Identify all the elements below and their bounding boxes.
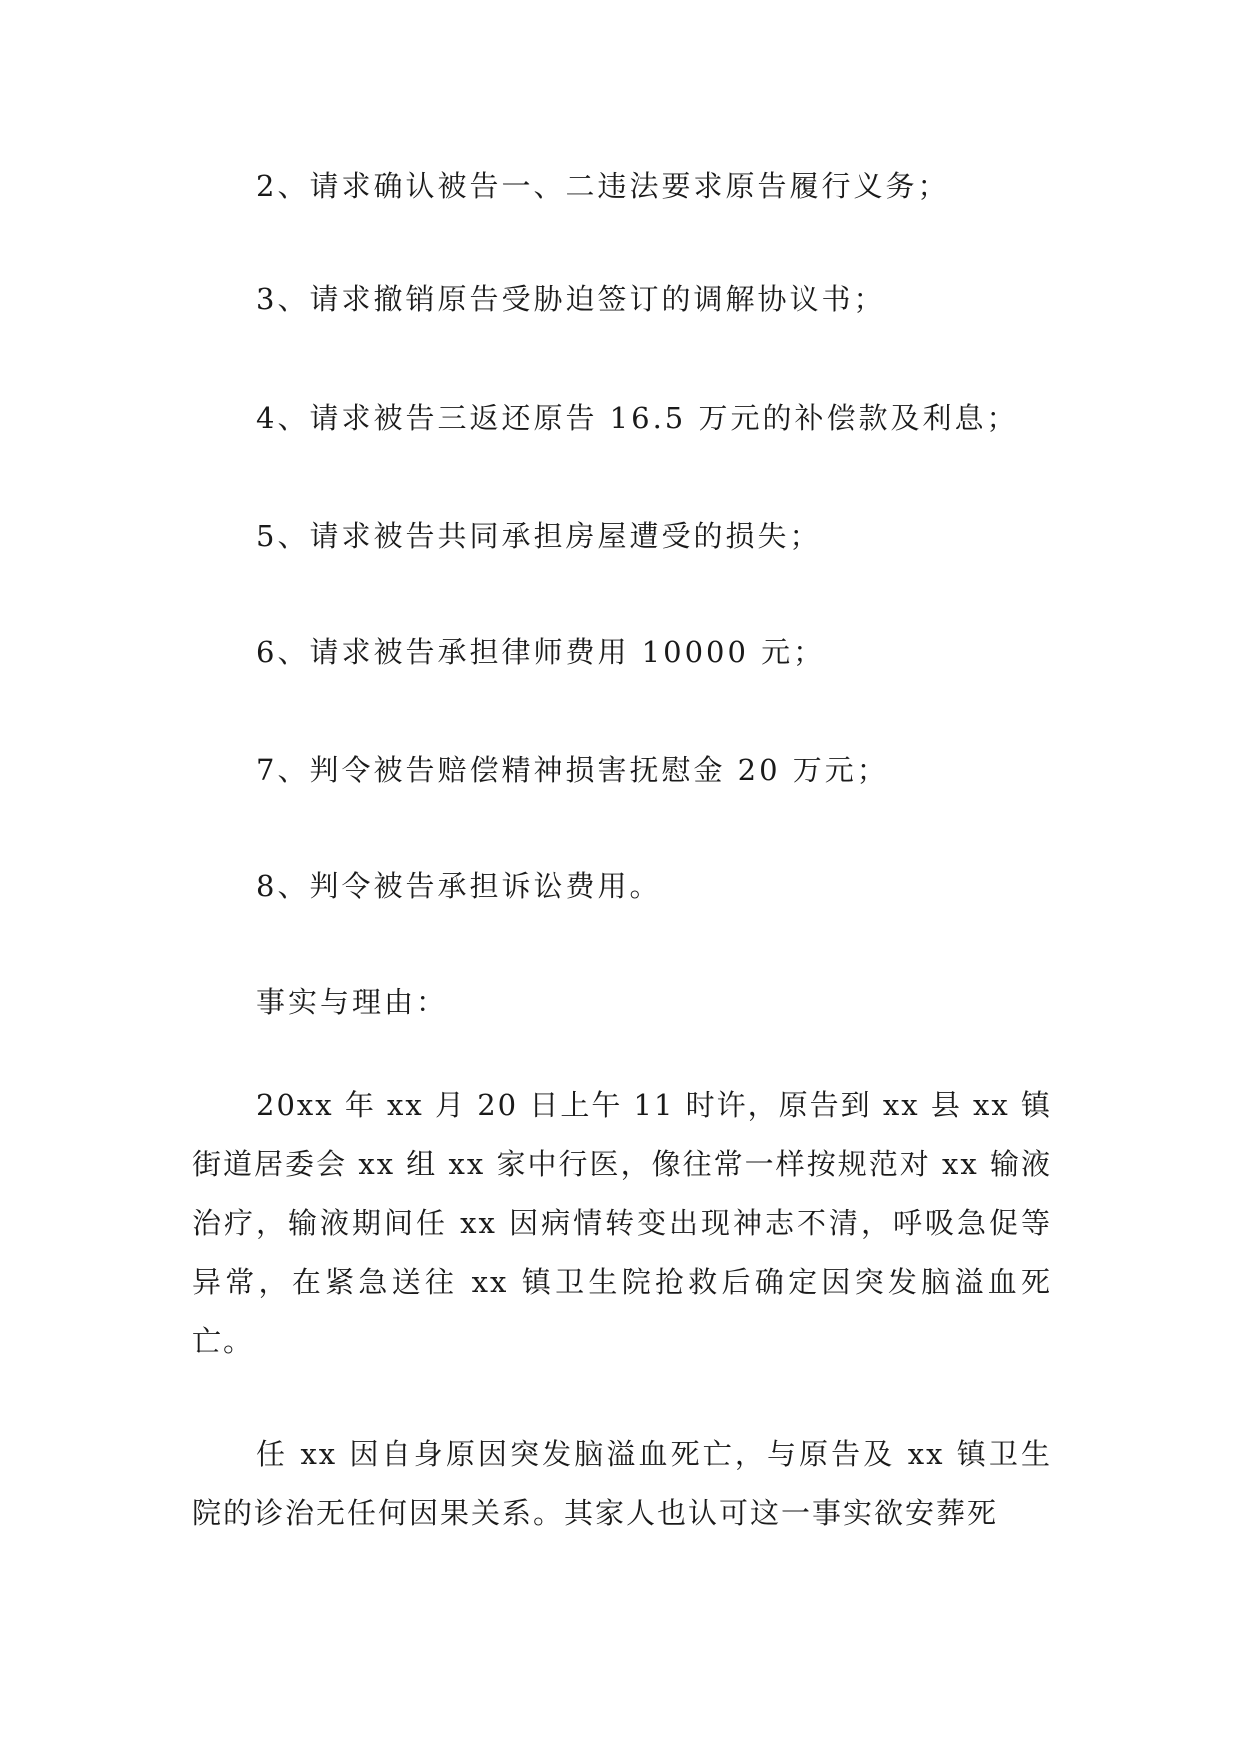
claim-item-3: 3、请求撤销原告受胁迫签订的调解协议书； — [256, 282, 886, 316]
claim-item-4: 4、请求被告三返还原告 16.5 万元的补偿款及利息； — [256, 401, 1019, 435]
claim-item-7: 7、判令被告赔偿精神损害抚慰金 20 万元； — [256, 753, 889, 787]
claim-item-2: 2、请求确认被告一、二违法要求原告履行义务； — [256, 169, 950, 203]
facts-paragraph-1: 20xx 年 xx 月 20 日上午 11 时许，原告到 xx 县 xx 镇街道居委会 xx 组 xx 家中行医，像往常一样按规范对 xx 输液治疗，输液期间任 xx 因病情转变出现神志不清，呼吸急促等异常，在紧急送往 xx 镇卫生院抢救后确定因突发脑溢血死亡。 — [192, 1088, 1052, 1358]
facts-paragraph-2: 任 xx 因自身原因突发脑溢血死亡，与原告及 xx 镇卫生院的诊治无任何因果关系。其家人也认可这一事实欲安葬死 — [192, 1437, 1052, 1530]
claim-item-8: 8、判令被告承担诉讼费用。 — [256, 869, 662, 903]
facts-heading: 事实与理由： — [256, 985, 449, 1019]
claim-item-6: 6、请求被告承担律师费用 10000 元； — [256, 635, 826, 669]
claim-item-5: 5、请求被告共同承担房屋遭受的损失； — [256, 519, 822, 553]
